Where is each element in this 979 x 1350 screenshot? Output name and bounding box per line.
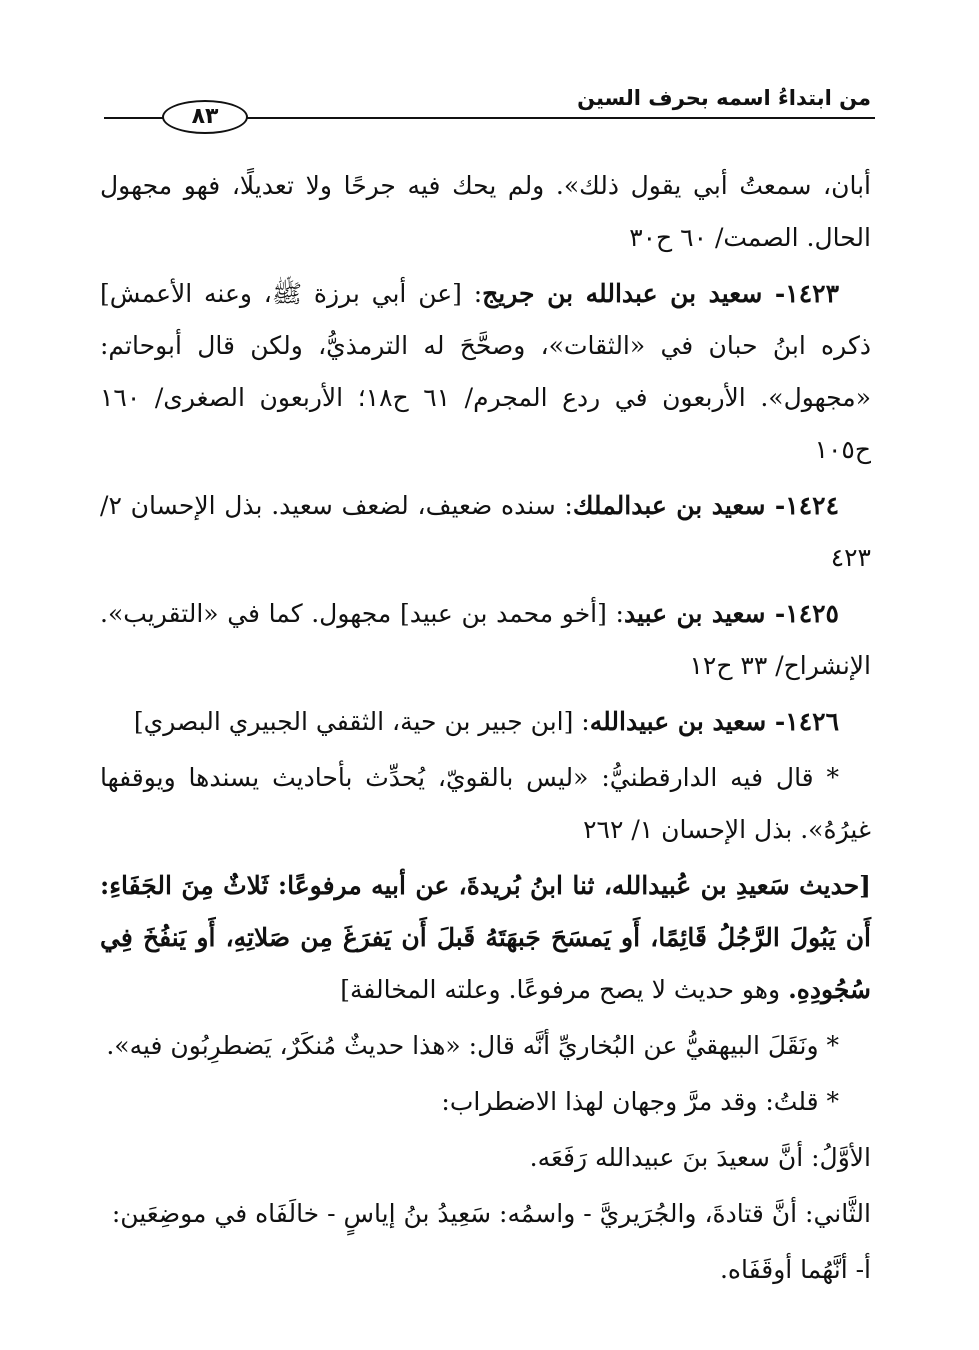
entry-text: : سنده ضعيف، لضعف سعيد. بذل الإحسان ٢/ ٤٢٣ (100, 491, 871, 572)
page-number: ٨٣ (162, 100, 248, 134)
hadith-comment: وهو حديث لا يصح مرفوعًا. وعلته المخالفة] (340, 975, 789, 1004)
entry-text: : [عن أبي برزة ﷺ، وعنه الأعمش] ذكره ابنُ حبان في «الثقات»، وصحَّحَ له الترمذيُّ، ولكن قال أبوحاتم: «مجهول». الأربعون في ردع المجرم/ ٦١ ح١٨؛ الأربعون الصغرى/ ١٦٠ ح١٠٥ (100, 279, 871, 464)
entry-number: ١٤٢٦- (766, 707, 839, 736)
hadith-paragraph (100, 860, 871, 1016)
entry-number: ١٤٢٤- (765, 491, 839, 520)
narrator-name: سعيد بن عبيد (623, 599, 766, 628)
entry-text: : [ابن جبير بن حية، الثقفي الجبيري البصري] (133, 707, 590, 736)
point-alif: أ- أنَّهُما أوقَفَاه. (719, 1255, 871, 1284)
entry-text: : [أخو محمد بن عبيد] مجهول. كما في «التقريب». الإنشراح/ ٣٣ ح١٢ (100, 599, 871, 680)
entry-1424 (100, 480, 871, 584)
entry-number: ١٤٢٥- (765, 599, 839, 628)
paragraph-continuation: أبان، سمعتُ أبي يقول ذلك». ولم يحك فيه جرحًا ولا تعديلًا، فهو مجهول الحال. الصمت/ ٦٠ ح٣٠ (100, 171, 871, 252)
entry-number: ١٤٢٣- (762, 279, 839, 308)
narrator-name: سعيد بن عبيدالله (589, 707, 767, 736)
note-daraqutni: * قال فيه الدارقطنيُّ: «ليس بالقويّ، يُحدِّث بأحاديث يسندها ويوقفها غيرُهُ». بذل الإحسان ١/ ٢٦٢ (100, 763, 871, 844)
hadith-text: [حديث سَعيدِ بن عُبيدالله، ثنا ابنُ بُريدةَ، عن أبيه مرفوعًا: ثَلاثٌ مِنَ الجَفَاءِ: أَن يَبُولَ الرَّجُلُ قَائِمًا، أَو يَمسَحَ جَبهَتَهُ قَبلَ أَن يَفرَغَ مِن صَلاتِهِ، أَو يَنفُخَ فِي سُجُودِهِ. (100, 871, 871, 1004)
point-first: الأوَّلُ: أنَّ سعيدَ بنَ عبيدالله رَفَعَه. (529, 1143, 871, 1172)
narrator-name: سعيد بن عبدالله بن جريج (482, 279, 763, 308)
page-body (100, 160, 871, 1300)
note-qultu: * قلتُ: وقد مرَّ وجهان لهذا الاضطراب: (441, 1087, 839, 1116)
note-bukhari: * ونَقَلَ البيهقيُّ عن البُخاريِّ أنَّه قال: «هذا حديثٌ مُنكَرٌ، يَضطرِبُون فيه». (106, 1031, 839, 1060)
point-second: الثَّاني: أنَّ قتادةَ، والجُرَيريَّ - واسمُه: سَعِيدُ بنُ إياسٍ - خالَفَاه في موضِعَين: (111, 1199, 871, 1228)
entry-1425 (100, 588, 871, 692)
running-header: من ابتداءُ اسمه بحرف السين (577, 86, 871, 110)
narrator-name: سعيد بن عبدالملك (572, 491, 766, 520)
entry-1423 (100, 268, 871, 476)
entry-1426 (100, 696, 871, 748)
